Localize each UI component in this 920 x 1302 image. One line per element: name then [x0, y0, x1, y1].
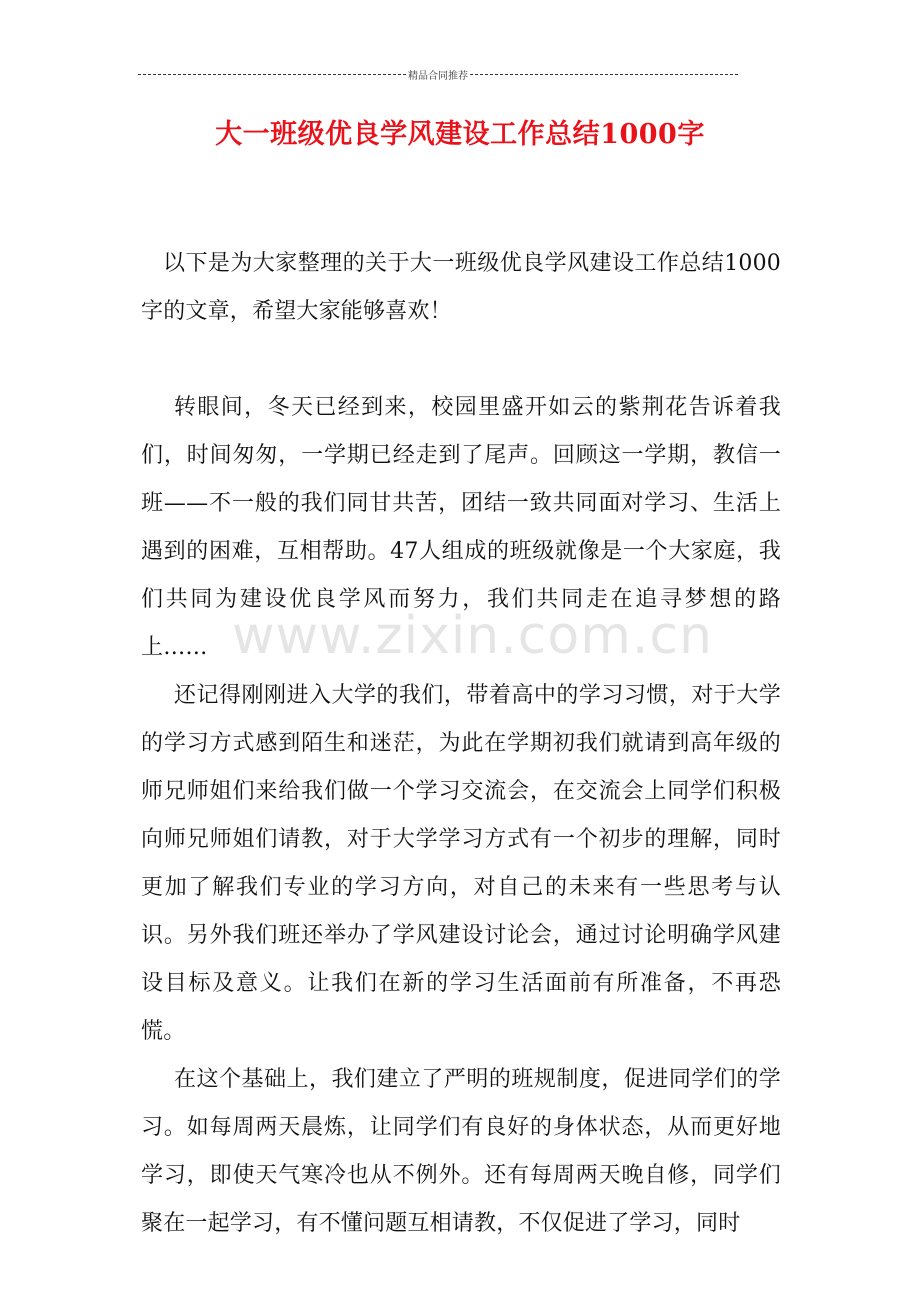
watermark: www.zixin.com.cn: [232, 606, 713, 666]
body-paragraph-1: 转眼间，冬天已经到来，校园里盛开如云的紫荆花告诉着我们，时间匆匆，一学期已经走到了尾声。回顾这一学期，教信一班——不一般的我们同甘共苦，团结一致共同面对学习、生活上遇到的困难，互相帮助。47人组成的班级就像是一个大家庭，我们共同为建设优良学风而努力，我们共同走在追寻梦想的路上……: [141, 395, 781, 660]
header-label: 精品合同推荐: [408, 70, 468, 82]
document-title: 大一班级优良学风建设工作总结1000字: [215, 119, 705, 150]
body-paragraph-2: 还记得刚刚进入大学的我们，带着高中的学习习惯，对于大学的学习方式感到陌生和迷茫，为此在学期初我们就请到高年级的师兄师姐们来给我们做一个学习交流会，在交流会上同学们积极向师兄师姐们请教，对于大学学习方式有一个初步的理解，同时更加了解我们专业的学习方向，对自己的未来有一些思考与认识。另外我们班还举办了学风建设讨论会，通过讨论明确学风建设目标及意义。让我们在新的学习生活面前有所准备，不再恐慌。: [141, 683, 781, 1044]
body-paragraph-3: 在这个基础上，我们建立了严明的班规制度，促进同学们的学习。如每周两天晨炼，让同学们有良好的身体状态，从而更好地学习，即使天气寒冷也从不例外。还有每周两天晚自修，同学们聚在一起学习，有不懂问题互相请教，不仅促进了学习，同时: [141, 1067, 781, 1236]
intro-paragraph: 以下是为大家整理的关于大一班级优良学风建设工作总结1000字的文章，希望大家能够喜欢！: [141, 251, 781, 324]
header-rule: [138, 66, 738, 82]
header-dash-right: [470, 74, 738, 75]
document-body: [141, 240, 781, 1248]
header-dash-left: [138, 74, 406, 75]
